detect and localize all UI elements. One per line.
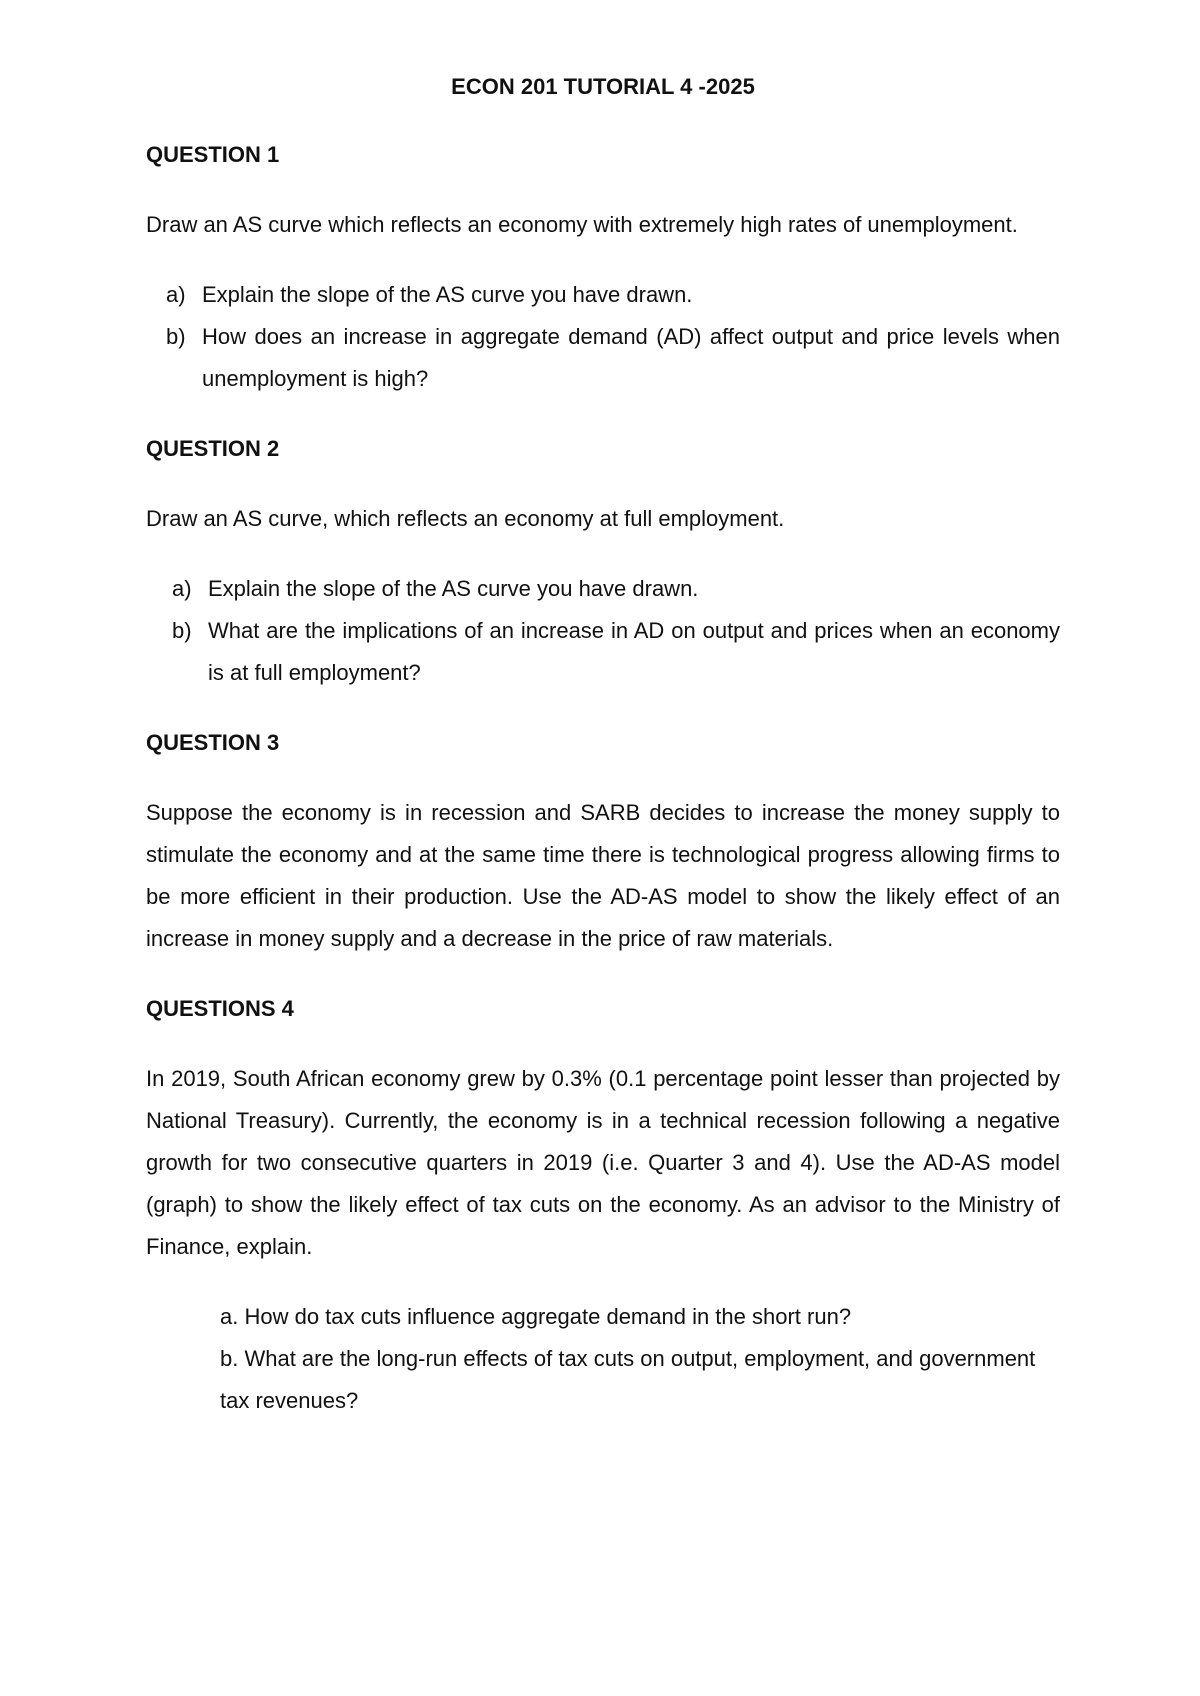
question-body: Draw an AS curve which reflects an economy with extremely high rates of unemployment. [146, 212, 1018, 237]
question-body: Suppose the economy is in recession and SARB decides to increase the money supply to stimulate the economy and at the same time there is technological progress allowing firms to be more efficient in their production. Use the AD-AS model to show the likely effect of an increase in money supply and a decrease in the price of raw materials. [146, 800, 1060, 951]
question-heading: QUESTION 3 [146, 730, 280, 755]
question-1 [146, 134, 1060, 400]
question-heading: QUESTION 1 [146, 142, 280, 167]
question-parts [146, 1296, 1060, 1422]
question-heading: QUESTIONS 4 [146, 996, 294, 1021]
list-item [146, 568, 1060, 610]
list-marker: a) [172, 576, 192, 601]
question-body: Draw an AS curve, which reflects an economy at full employment. [146, 506, 785, 531]
question-heading: QUESTION 2 [146, 436, 280, 461]
document-title: ECON 201 TUTORIAL 4 -2025 [451, 74, 755, 99]
question-parts [146, 568, 1060, 694]
question-4 [146, 988, 1060, 1422]
list-item-text: Explain the slope of the AS curve you have drawn. [208, 576, 699, 601]
list-marker: a) [166, 282, 186, 307]
list-marker: b) [166, 324, 186, 349]
question-parts [146, 274, 1060, 400]
list-item-text: What are the implications of an increase in AD on output and prices when an economy is at full employment? [208, 618, 1060, 685]
question-2 [146, 428, 1060, 694]
list-item-text: How does an increase in aggregate demand (AD) affect output and price levels when unemployment is high? [202, 324, 1060, 391]
list-item [146, 316, 1060, 400]
list-item-text: Explain the slope of the AS curve you have drawn. [202, 282, 693, 307]
document-content [146, 66, 1060, 1422]
list-marker: b) [172, 618, 192, 643]
list-item [146, 610, 1060, 694]
list-item: b. What are the long-run effects of tax cuts on output, employment, and government tax revenues? [220, 1346, 1036, 1413]
list-item [146, 274, 1060, 316]
question-3 [146, 722, 1060, 960]
question-body: In 2019, South African economy grew by 0.3% (0.1 percentage point lesser than projected by National Treasury). Currently, the economy is in a technical recession following a negative growth for two consecutive quarters in 2019 (i.e. Quarter 3 and 4). Use the AD-AS model (graph) to show the likely effect of tax cuts on the economy. As an advisor to the Ministry of Finance, explain. [146, 1066, 1060, 1259]
list-item: a. How do tax cuts influence aggregate demand in the short run? [220, 1304, 852, 1329]
